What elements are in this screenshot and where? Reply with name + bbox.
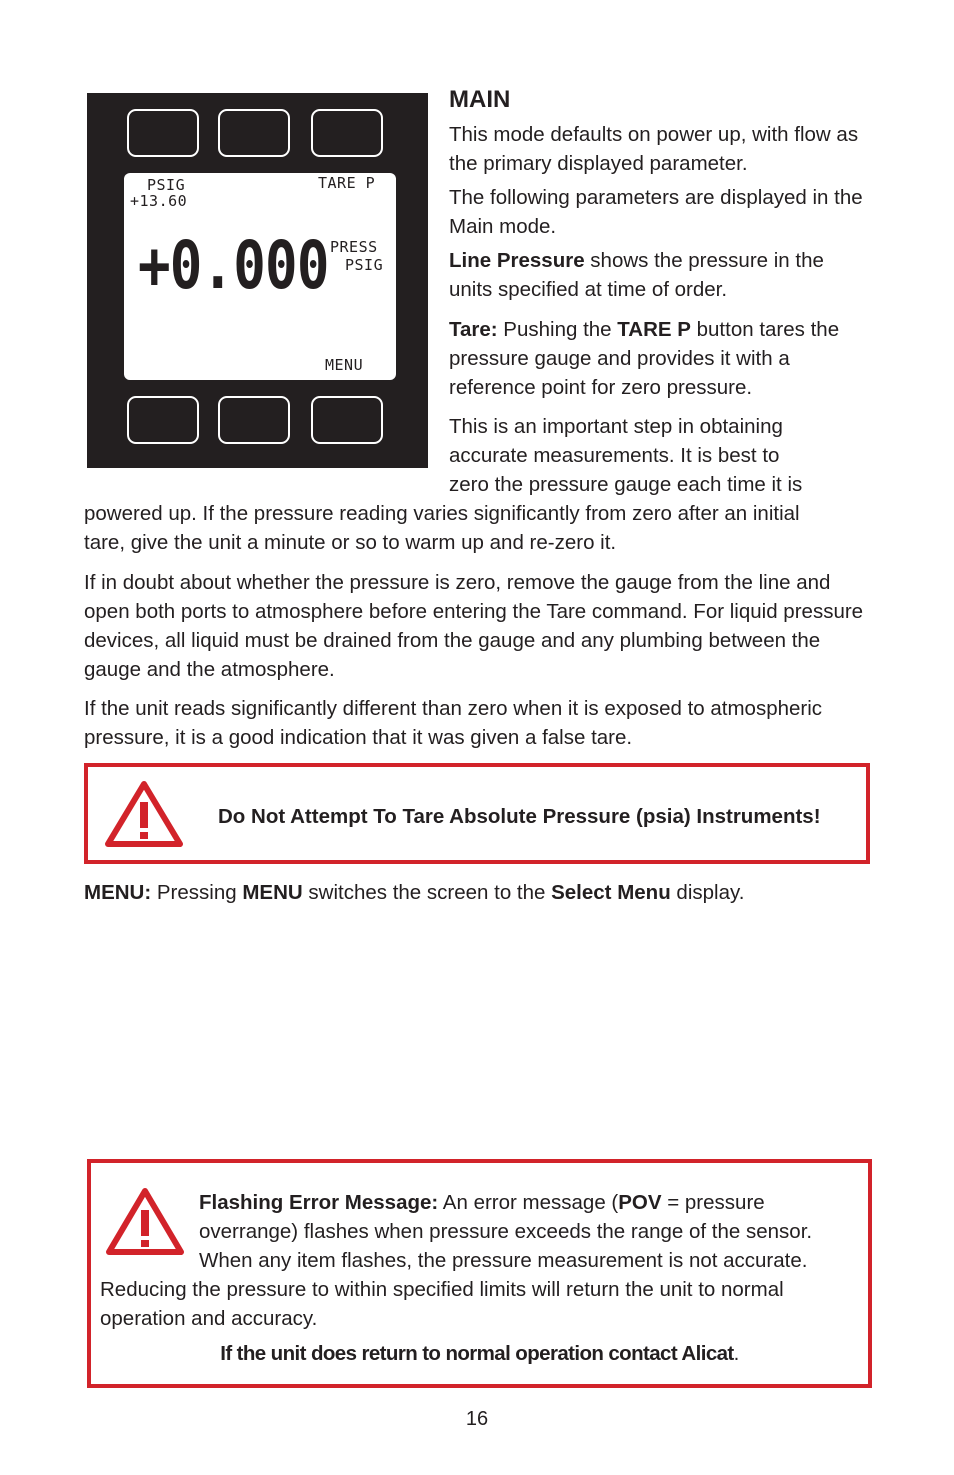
paragraph-line-pressure <box>449 246 869 304</box>
top-left-soft-button <box>127 109 199 157</box>
paragraph-important-line3: zero the pressure gauge each time it is <box>449 473 803 496</box>
device-display-illustration <box>87 93 428 468</box>
page-number: 16 <box>465 1408 489 1430</box>
warning-triangle-icon <box>103 778 185 848</box>
flashing-error-line2: overrange) flashes when pressure exceeds the range of the sensor. <box>199 1220 813 1243</box>
menu-text3: display. <box>670 881 745 904</box>
tare-text1: Pushing the <box>497 318 618 341</box>
flashing-error-text2: = pressure <box>661 1191 765 1214</box>
contact-alicat-period: . <box>733 1342 739 1365</box>
paragraph-zero-doubt: If in doubt about whether the pressure is zero, remove the gauge from the line and open both ports to atmosphere before entering the Tare command. For liquid pressure devices, all liquid must be drained from the gauge and any plumbing between the gauge and the atmosphere. <box>84 571 864 681</box>
flashing-error-line1 <box>199 1188 765 1217</box>
flashing-error-line5: operation and accuracy. <box>100 1307 318 1330</box>
tare-term: Tare: <box>449 318 498 341</box>
contact-alicat-note <box>91 1339 868 1368</box>
paragraph-important-line2: accurate measurements. It is best to <box>449 444 780 467</box>
paragraph-menu <box>84 878 744 907</box>
flashing-error-text1: An error message ( <box>438 1191 619 1214</box>
bottom-left-soft-button <box>127 396 199 444</box>
pov-term: POV <box>618 1191 662 1214</box>
flashing-error-line3: When any item flashes, the pressure measurement is not accurate. <box>199 1249 808 1272</box>
select-menu-term: Select Menu <box>551 881 671 904</box>
lcd-top-right-label: TARE P <box>318 174 376 192</box>
bottom-right-soft-button <box>311 396 383 444</box>
tare-p-term: TARE P <box>617 318 691 341</box>
contact-alicat-text: If the unit does return to normal operation contact Alicat <box>220 1342 734 1365</box>
lcd-top-left-label: PSIG <box>147 176 186 194</box>
line-pressure-desc: shows the pressure in the units specified at time of order. <box>449 249 824 301</box>
lcd-unit-line2: PSIG <box>345 256 384 274</box>
menu-text2: switches the screen to the <box>302 881 552 904</box>
paragraph-defaults: This mode defaults on power up, with flow as the primary displayed parameter. <box>449 123 859 175</box>
top-right-soft-button <box>311 109 383 157</box>
tare-text2: button tares the pressure gauge and provides it with a reference point for zero pressure. <box>449 318 840 399</box>
paragraph-false-tare: If the unit reads significantly different than zero when it is exposed to atmospheric pressure, it is a good indication that it was given a false tare. <box>84 697 823 749</box>
line-pressure-term: Line Pressure <box>449 249 585 272</box>
menu-button-term: MENU <box>242 881 303 904</box>
warning-triangle-icon <box>104 1185 186 1257</box>
paragraph-tare <box>449 315 869 402</box>
flashing-error-term: Flashing Error Message: <box>199 1191 439 1214</box>
lcd-top-left-value: +13.60 <box>130 192 188 210</box>
bottom-center-soft-button <box>218 396 290 444</box>
paragraph-parameters: The following parameters are displayed in the Main mode. <box>449 186 863 238</box>
menu-term: MENU: <box>84 881 152 904</box>
warning-tare-absolute-text: Do Not Attempt To Tare Absolute Pressure (psia) Instruments! <box>218 805 821 828</box>
menu-text1: Pressing <box>151 881 243 904</box>
lcd-bottom-label: MENU <box>325 356 364 374</box>
paragraph-important-line1: This is an important step in obtaining <box>449 415 783 438</box>
lcd-unit-line1: PRESS <box>330 238 378 256</box>
warning-box-flashing-error <box>87 1159 872 1388</box>
paragraph-important-line4: powered up. If the pressure reading varies significantly from zero after an initial <box>84 502 800 525</box>
section-heading: MAIN <box>449 86 511 113</box>
flashing-error-line4: Reducing the pressure to within specified limits will return the unit to normal <box>100 1278 784 1301</box>
lcd-main-value: +0.000 <box>138 227 329 304</box>
top-center-soft-button <box>218 109 290 157</box>
lcd-screen <box>124 173 396 380</box>
paragraph-important-line5: tare, give the unit a minute or so to warm up and re-zero it. <box>84 531 617 554</box>
warning-box-tare-absolute <box>84 763 870 864</box>
